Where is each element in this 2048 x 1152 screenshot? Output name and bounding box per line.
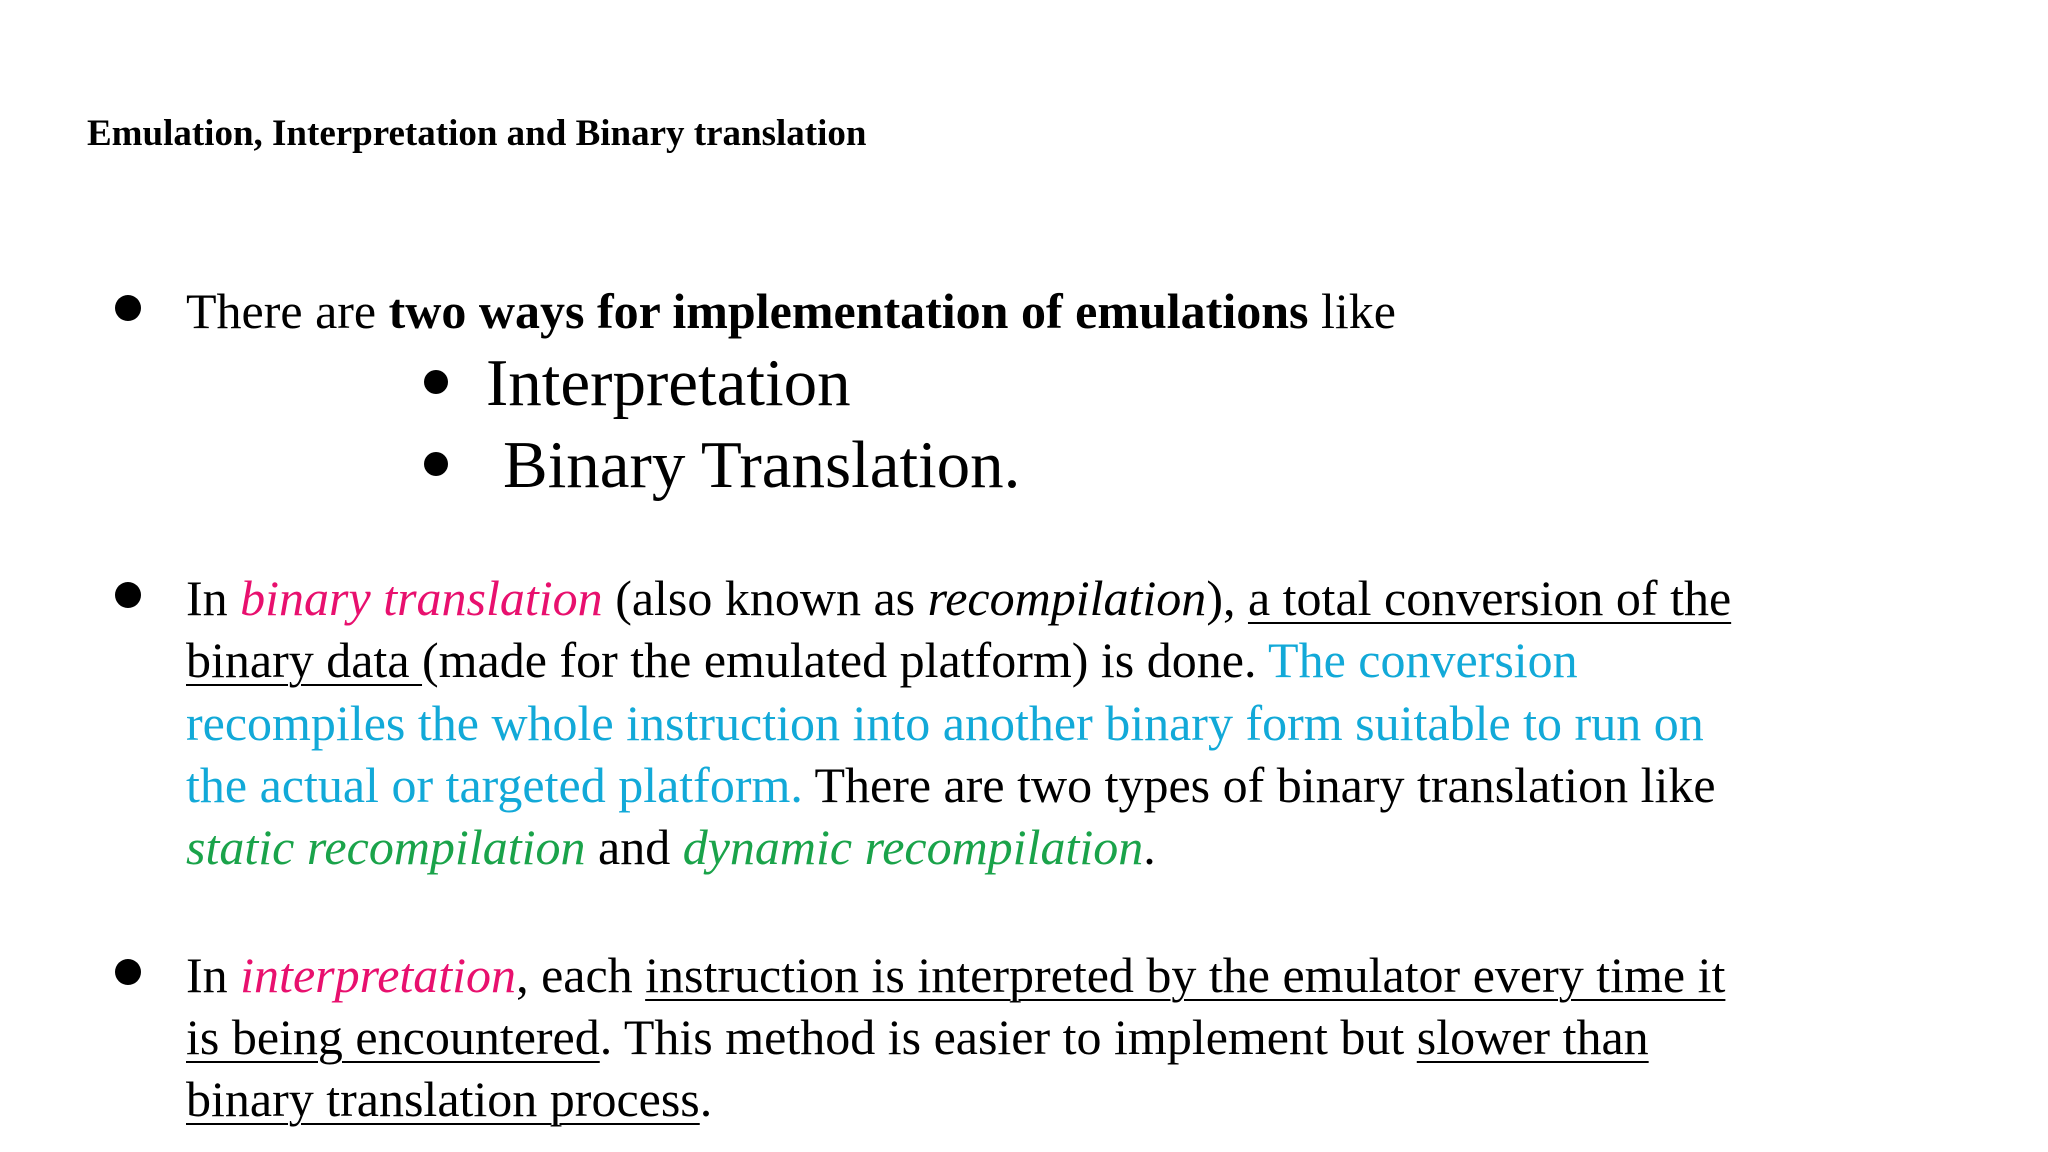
bullet-1-line-1 [186, 283, 1396, 339]
underlined-phrase: instruction is interpreted by the emulator every time it [645, 947, 1726, 1003]
bullet-2-text: In [186, 570, 241, 626]
term-static-recompilation: static recompilation [186, 819, 586, 875]
underlined-phrase: a total conversion of the [1247, 570, 1732, 626]
bullet-2-text: ), [1206, 570, 1248, 626]
bullet-1-text-end: like [1308, 283, 1396, 339]
sub-item-interpretation: Interpretation [486, 346, 851, 420]
bullet-2-text: (made for the emulated platform) is done. [422, 632, 1269, 688]
bullet-3-text: In [186, 947, 241, 1003]
bullet-3-text: . This method is easier to implement but [599, 1009, 1417, 1065]
bullet-2-line-4 [186, 757, 1716, 813]
sub-item-binary-translation: Binary Translation. [503, 428, 1021, 502]
bullet-1-text: There are [186, 283, 389, 339]
bullet-3-dot [115, 959, 141, 985]
bullet-3-text: . [699, 1071, 713, 1127]
highlight-text: the actual or targeted platform. [186, 757, 803, 813]
bullet-2-line-5 [186, 819, 1156, 875]
term-interpretation: interpretation [240, 947, 517, 1003]
term-dynamic-recompilation: dynamic recompilation [682, 819, 1144, 875]
bullet-3-line-1 [186, 947, 1726, 1003]
bullet-2-text: There are two types of binary translation like [802, 757, 1716, 813]
term-binary-translation: binary translation [240, 570, 603, 626]
slide-title: Emulation, Interpretation and Binary translation [87, 113, 867, 154]
highlight-text: The conversion [1268, 632, 1578, 688]
bullet-2-text: and [585, 819, 683, 875]
bullet-3-text: , each [516, 947, 646, 1003]
underlined-phrase: is being encountered [186, 1009, 600, 1065]
underlined-phrase: slower than [1416, 1009, 1649, 1065]
term-recompilation: recompilation [927, 570, 1207, 626]
sub-bullet-2-dot [424, 452, 448, 476]
underlined-phrase: binary data [186, 632, 423, 688]
underlined-phrase: binary translation process [186, 1071, 700, 1127]
bullet-1-bold-text: two ways for implementation of emulations [388, 283, 1309, 339]
bullet-2-dot [115, 582, 141, 608]
bullet-2-text: . [1143, 819, 1156, 875]
bullet-3-line-3 [186, 1071, 713, 1127]
bullet-1-dot [115, 295, 141, 321]
bullet-3-line-2 [186, 1009, 1649, 1065]
sub-bullet-1-dot [424, 370, 448, 394]
bullet-2-line-1 [186, 570, 1732, 626]
bullet-2-line-3: recompiles the whole instruction into another binary form suitable to run on [186, 695, 1704, 751]
bullet-2-line-2 [186, 632, 1578, 688]
bullet-2-text: (also known as [602, 570, 928, 626]
